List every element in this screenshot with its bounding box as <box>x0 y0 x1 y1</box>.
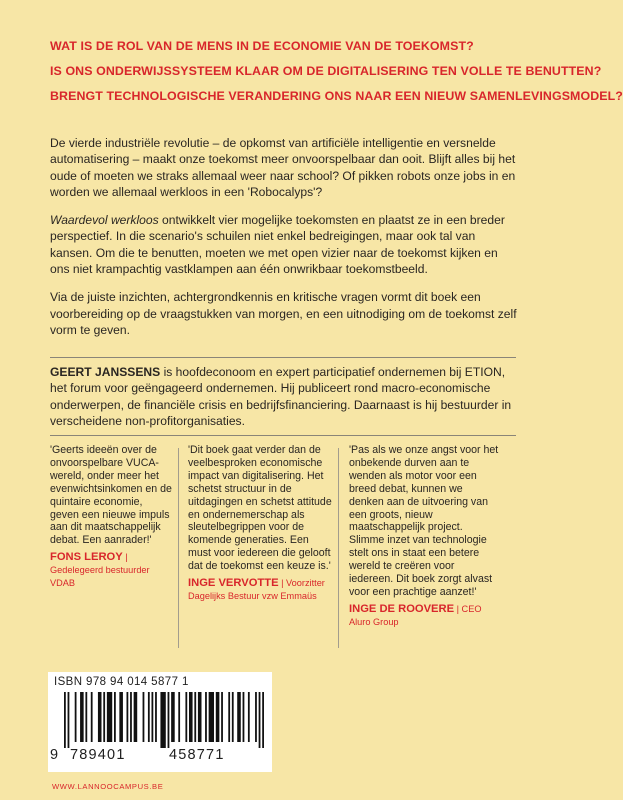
barcode-bar <box>209 692 214 742</box>
barcode-bar <box>178 692 180 742</box>
publisher-url[interactable]: WWW.LANNOOCAMPUS.BE <box>52 782 164 791</box>
barcode-bar <box>255 692 257 742</box>
blurb-paragraph-3: Via de juiste inzichten, achtergrondkennis en kritische vragen vormt dit boek een voorbereiding op de vraagstukken van morgen, en een uitnodiging om de toekomst zelf vorm te geven. <box>50 290 517 337</box>
blurb-paragraph-1: De vierde industriële revolutie – de opkomst van artificiële intelligentie en versnelde automatisering – maakt onze toekomst meer onvoorspelbaar dan ooit. Blijft alles bij het oude of moeten we straks allemaal weer naar school? Of pikken robots onze jobs in en worden we allemaal werkloos in een 'Robocalyps'? <box>50 136 516 199</box>
barcode-bar <box>221 692 223 742</box>
barcode-bar <box>103 692 105 742</box>
question-block <box>50 38 623 113</box>
barcode-bar <box>127 692 129 742</box>
barcode-bar <box>68 692 70 748</box>
author-bio <box>50 364 520 429</box>
isbn-label: ISBN 978 94 014 5877 1 <box>54 676 189 688</box>
endorsement-1 <box>50 444 174 590</box>
barcode-bar <box>160 692 165 748</box>
barcode-bar <box>152 692 154 742</box>
barcode-bar <box>205 692 207 742</box>
endorsement-3-name: INGE DE ROOVERE <box>349 602 455 615</box>
barcode-bar <box>168 692 170 748</box>
barcode-bar <box>75 692 77 742</box>
endorsement-3-role: | CEO Aluro Group <box>349 603 482 627</box>
quote-separator-2 <box>338 448 339 648</box>
barcode-bar <box>119 692 123 742</box>
question-3: BRENGT TECHNOLOGISCHE VERANDERING ONS NAAR EEN NIEUW SAMENLEVINGSMODEL? <box>50 89 623 103</box>
barcode-bar <box>259 692 261 748</box>
blurb <box>50 135 520 350</box>
barcode-bar <box>98 692 102 742</box>
barcode-bar <box>91 692 93 742</box>
isbn-barcode-box <box>48 672 272 772</box>
barcode-bar <box>130 692 132 742</box>
barcode-bar <box>64 692 66 748</box>
barcode-bar <box>216 692 220 742</box>
barcode-bar <box>198 692 202 742</box>
barcode-bar <box>171 692 175 742</box>
barcode-bar <box>134 692 138 742</box>
barcode-bar <box>237 692 241 742</box>
barcode-bar <box>189 692 193 742</box>
barcode-bar <box>80 692 84 742</box>
blurb-paragraph-2-text: ontwikkelt vier mogelijke toekomsten en plaatst ze in een breder perspectief. In die scenario's schuilen niet enkel bedreigingen, maar ook tal van kansen. Om die te benutten, moeten we met open vizier naar de toekomst kijken en ons niet krampachtig vastklampen aan één onwrikbaar toekomstbeeld. <box>50 213 505 277</box>
endorsement-2 <box>188 444 334 603</box>
book-title-italic: Waardevol werkloos <box>50 213 159 228</box>
barcode-bar <box>148 692 150 742</box>
barcode-bar <box>155 692 157 742</box>
barcode-image <box>64 692 264 748</box>
endorsement-1-text: 'Geerts ideeën over de onvoorspelbare VUCA-wereld, onder meer het evenwichtsinkomen en de quintaire economie, geven een nieuwe impuls aan dit maatschappelijk debat. Een aanrader!' <box>50 444 172 547</box>
endorsement-2-role: | Voorzitter Dagelijks Bestuur vzw Emmaüs <box>188 578 325 601</box>
blurb-paragraph-2 <box>50 212 520 277</box>
endorsement-2-name: INGE VERVOTTE <box>188 577 279 590</box>
endorsement-2-text: 'Dit boek gaat verder dan de veelbesproken economische impact van digitalisering. Het schetst structuur in de uitdagingen en schetst attitude en ondernemerschap als sleutelbegrippen voor de komende generaties. Een must voor iedereen die gelooft dat de toekomst een keuze is.' <box>188 444 332 573</box>
author-bio-text: is hoofdeconoom en expert participatief ondernemen bij ETION, het forum voor geëngageerd ondernemen. Hij publiceert rond macro-economische onderwerpen, de financiële crisis en bedrijfsfinanciering. Daarnaast is hij bestuurder in verscheidene non-profitorganisaties. <box>50 365 512 428</box>
quote-separator-1 <box>178 448 179 648</box>
barcode-bar <box>243 692 245 742</box>
barcode-digit-prefix: 9 <box>50 747 60 763</box>
barcode-digits-right: 458771 <box>169 747 225 763</box>
barcode-digits-left: 789401 <box>70 747 126 763</box>
question-2: IS ONS ONDERWIJSSYSTEEM KLAAR OM DE DIGITALISERING TEN VOLLE TE BENUTTEN? <box>50 64 602 78</box>
question-1: WAT IS DE ROL VAN DE MENS IN DE ECONOMIE VAN DE TOEKOMST? <box>50 39 474 53</box>
barcode-bar <box>232 692 234 742</box>
barcode-bar <box>194 692 196 742</box>
barcode-bar <box>228 692 230 742</box>
barcode-bar <box>85 692 87 742</box>
divider-top <box>50 357 516 358</box>
barcode-bar <box>143 692 145 742</box>
endorsement-3 <box>349 444 499 629</box>
barcode-bar <box>248 692 250 742</box>
endorsement-1-name: FONS LEROY <box>50 551 123 564</box>
barcode-bar <box>114 692 116 742</box>
endorsement-3-text: 'Pas als we onze angst voor het onbekende durven aan te wenden als motor voor een breed debat, kunnen we denken aan de uitvoering van een groots, nieuw maatschappelijk project. Slimme inzet van technologie stelt ons in staat een betere wereld te creëren voor iedereen. Dit boek zorgt alvast voor een prachtige aanzet!' <box>349 444 499 598</box>
author-name: GEERT JANSSENS <box>50 365 161 379</box>
barcode-bar <box>107 692 112 742</box>
divider-bottom <box>50 435 516 436</box>
barcode-bar <box>262 692 264 748</box>
barcode-bar <box>185 692 187 742</box>
endorsement-1-role: | Gedelegeerd bestuurder VDAB <box>50 552 150 589</box>
